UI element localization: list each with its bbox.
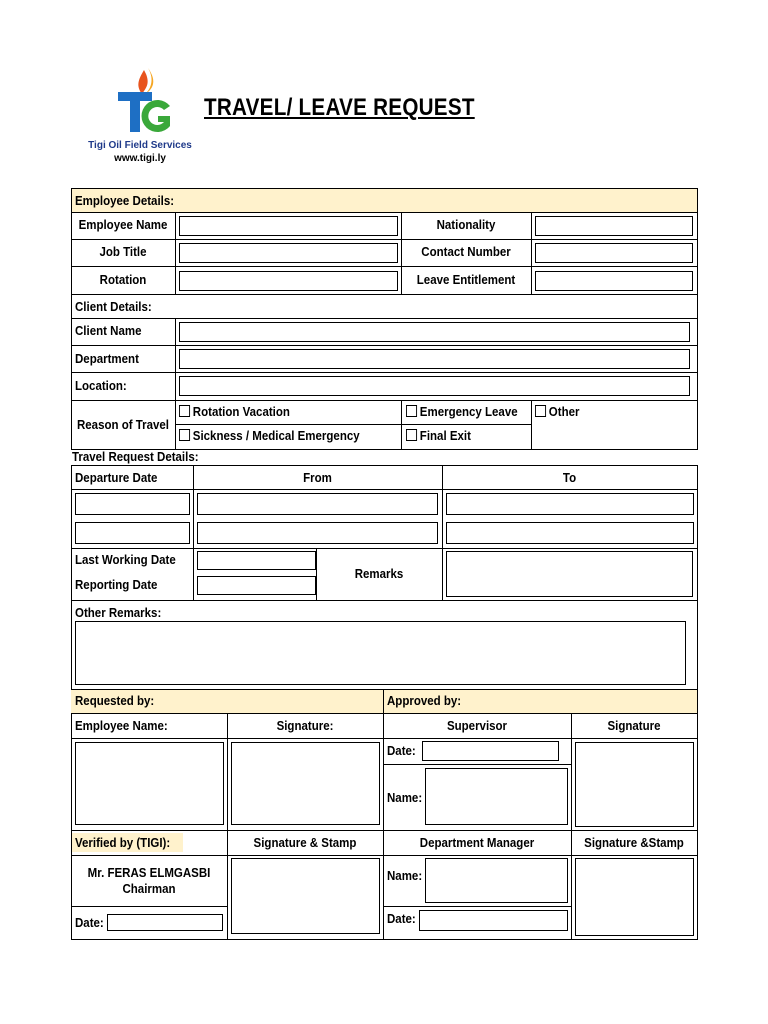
verified-by-label: Verified by (TIGI): (75, 836, 171, 850)
checkbox-icon[interactable] (535, 405, 546, 417)
client-details-heading: Client Details: (75, 300, 152, 314)
job-title-label: Job Title (99, 245, 147, 259)
supervisor-signature-field[interactable] (575, 742, 694, 827)
checkbox-icon[interactable] (406, 429, 417, 441)
supervisor-date-label: Date: (387, 744, 416, 758)
contact-number-field[interactable] (535, 243, 693, 263)
signature-stamp-label-2: Signature &Stamp (584, 836, 684, 850)
employee-name-label: Employee Name (78, 218, 168, 232)
reason-label: Emergency Leave (419, 405, 518, 419)
reason-label: Final Exit (419, 429, 471, 443)
company-name: Tigi Oil Field Services (88, 140, 192, 151)
employee-signature-field[interactable] (231, 742, 380, 825)
department-manager-label: Department Manager (419, 836, 535, 850)
leave-entitlement-field[interactable] (535, 271, 693, 291)
travel-request-heading: Travel Request Details: (72, 450, 199, 464)
last-working-date-label: Last Working Date (75, 553, 176, 567)
approved-by-label: Approved by: (387, 694, 462, 708)
chairman-name: Mr. FERAS ELMGASBI (87, 866, 211, 880)
department-field[interactable] (179, 349, 690, 369)
supervisor-date-field[interactable] (422, 741, 559, 761)
to-field-1[interactable] (446, 493, 694, 515)
reason-label: Sickness / Medical Emergency (192, 429, 360, 443)
verified-date-label: Date: (75, 916, 104, 930)
manager-date-field[interactable] (419, 910, 568, 931)
contact-number-label: Contact Number (421, 245, 511, 259)
signature-col-label-2: Signature (607, 719, 661, 733)
remarks-label: Remarks (354, 567, 404, 581)
remarks-field[interactable] (446, 551, 693, 597)
from-field-1[interactable] (197, 493, 438, 515)
client-name-field[interactable] (179, 322, 690, 342)
reason-final-exit[interactable] (406, 429, 471, 443)
nationality-field[interactable] (535, 216, 693, 236)
from-field-2[interactable] (197, 522, 438, 544)
employee-name-signoff-field[interactable] (75, 742, 224, 825)
employee-details-heading: Employee Details: (75, 194, 175, 208)
from-label: From (303, 471, 332, 485)
reason-sickness[interactable] (179, 429, 360, 443)
nationality-label: Nationality (436, 218, 496, 232)
requested-approved-band (71, 689, 697, 713)
company-website: www.tigi.ly (114, 153, 166, 164)
checkbox-icon[interactable] (179, 405, 190, 417)
employee-name-field[interactable] (179, 216, 398, 236)
reporting-date-label: Reporting Date (75, 578, 158, 592)
job-title-field[interactable] (179, 243, 398, 263)
rotation-field[interactable] (179, 271, 398, 291)
location-label: Location: (75, 379, 127, 393)
employee-name-col-label: Employee Name: (75, 719, 168, 733)
company-logo (112, 66, 182, 140)
tigi-logo-icon (112, 66, 182, 140)
departure-date-label: Departure Date (75, 471, 158, 485)
to-field-2[interactable] (446, 522, 694, 544)
reason-rotation-vacation[interactable] (179, 405, 290, 419)
rotation-label: Rotation (99, 273, 147, 287)
reason-label: Other (548, 405, 580, 419)
checkbox-icon[interactable] (179, 429, 190, 441)
reason-of-travel-label: Reason of Travel (76, 418, 170, 432)
location-field[interactable] (179, 376, 690, 396)
other-remarks-label: Other Remarks: (75, 606, 162, 620)
supervisor-col-label: Supervisor (446, 719, 508, 733)
checkbox-icon[interactable] (406, 405, 417, 417)
signature-col-label: Signature: (276, 719, 334, 733)
reason-label: Rotation Vacation (192, 405, 290, 419)
to-label: To (562, 471, 577, 485)
requested-by-label: Requested by: (75, 694, 155, 708)
page-title: TRAVEL/ LEAVE REQUEST (204, 94, 475, 121)
last-working-date-field[interactable] (197, 551, 316, 570)
client-name-label: Client Name (75, 324, 142, 338)
manager-date-label: Date: (387, 912, 416, 926)
supervisor-name-field[interactable] (425, 768, 568, 825)
reporting-date-field[interactable] (197, 576, 316, 595)
manager-name-field[interactable] (425, 858, 568, 903)
department-label: Department (75, 352, 139, 366)
departure-date-field-1[interactable] (75, 493, 190, 515)
chairman-title: Chairman (122, 882, 176, 896)
verified-signature-stamp-field[interactable] (231, 858, 380, 934)
manager-name-label: Name: (387, 869, 423, 883)
signature-stamp-label: Signature & Stamp (253, 836, 357, 850)
supervisor-name-label: Name: (387, 791, 423, 805)
departure-date-field-2[interactable] (75, 522, 190, 544)
verified-date-field[interactable] (107, 914, 223, 931)
leave-entitlement-label: Leave Entitlement (416, 273, 516, 287)
reason-emergency-leave[interactable] (406, 405, 518, 419)
manager-signature-stamp-field[interactable] (575, 858, 694, 936)
reason-other[interactable] (535, 405, 579, 419)
